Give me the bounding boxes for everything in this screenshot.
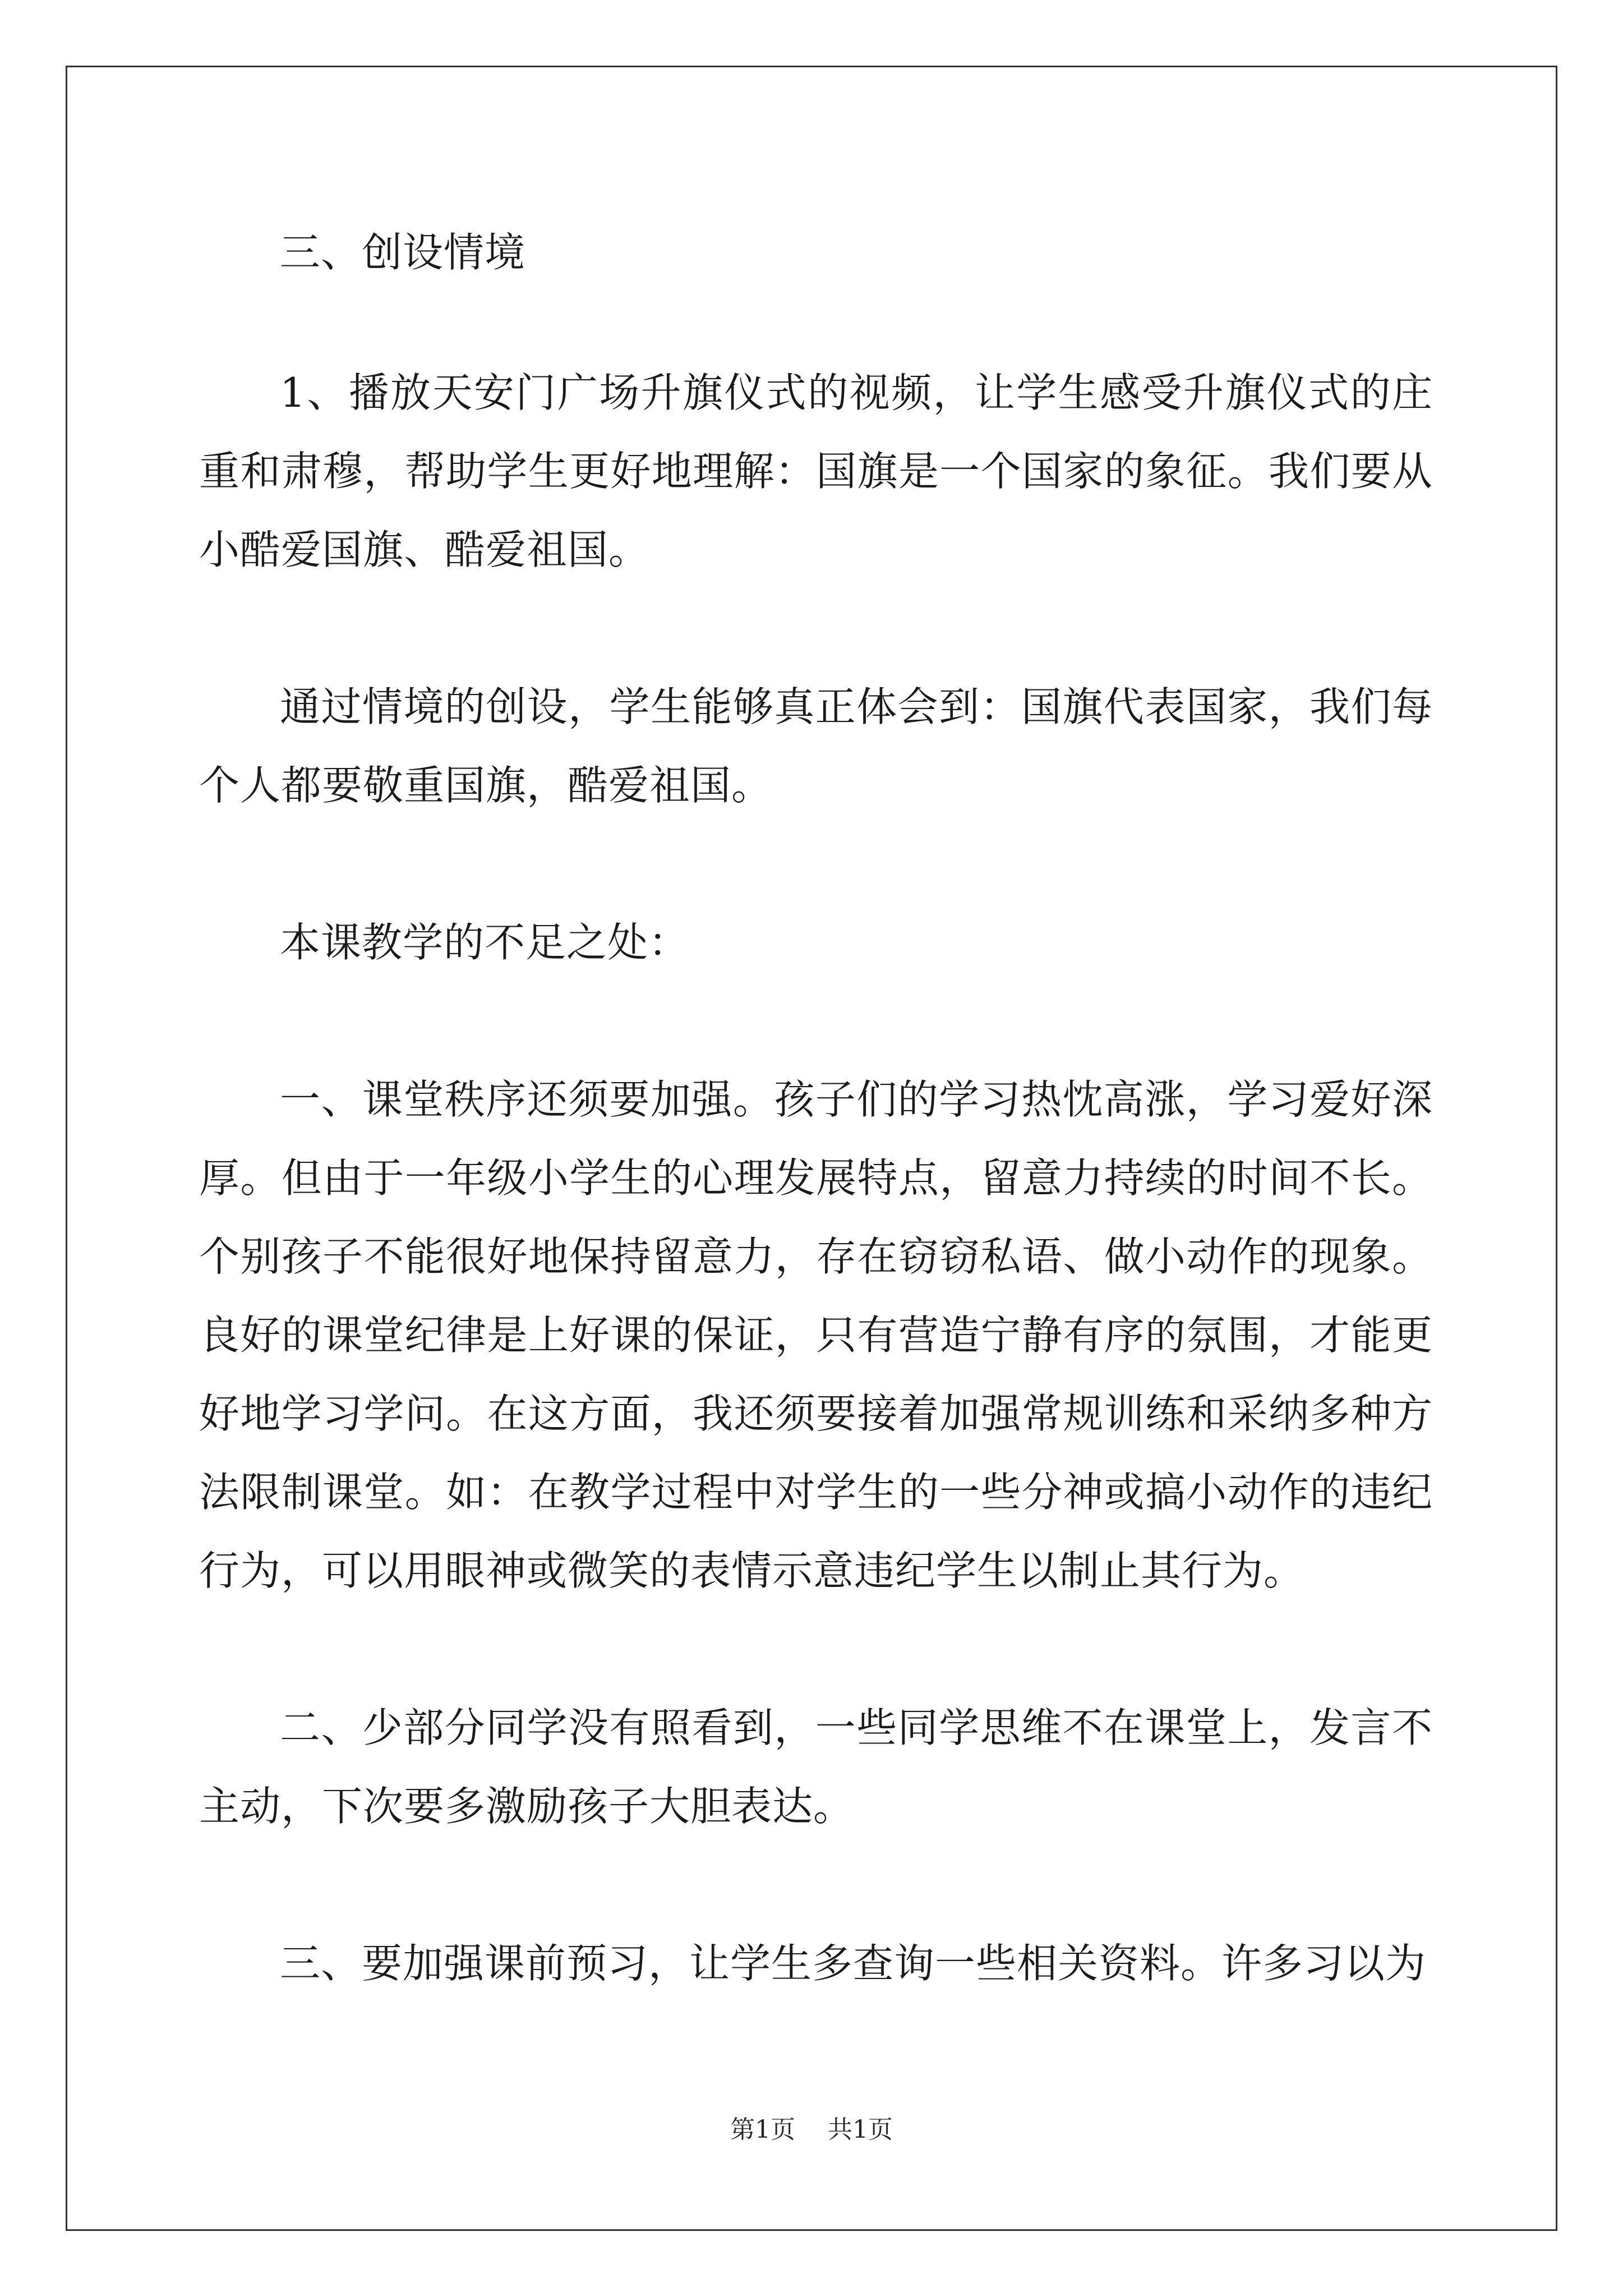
- section-heading: 三、创设情境: [280, 229, 526, 276]
- paragraph: 三、要加强课前预习，让学生多查询一些相关资料。许多习以为: [280, 1940, 1427, 1987]
- paragraph: 二、少部分同学没有照看到，一些同学思维不在课堂上，发言不主动，下次要多激励孩子大胆表达。: [199, 1704, 1433, 1830]
- paragraph: 1、播放天安门广场升旗仪式的视频，让学生感受升旗仪式的庄重和肃穆，帮助学生更好地理解：国旗是一个国家的象征。我们要从小酷爱国旗、酷爱祖国。: [199, 369, 1433, 573]
- page-number-total: 共1页: [828, 2115, 893, 2144]
- paragraph: 通过情境的创设，学生能够真正体会到：国旗代表国家，我们每个人都要敬重国旗，酷爱祖国。: [199, 683, 1433, 809]
- paragraph: 一、课堂秩序还须要加强。孩子们的学习热忱高涨，学习爱好深厚。但由于一年级小学生的心理发展特点，留意力持续的时间不长。个别孩子不能很好地保持留意力，存在窃窃私语、做小动作的现象。良好的课堂纪律是上好课的保证，只有营造宁静有序的氛围，才能更好地学习学问。在这方面，我还须要接着加强常规训练和采纳多种方法限制课堂。如：在教学过程中对学生的一些分神或搞小动作的违纪行为，可以用眼神或微笑的表情示意违纪学生以制止其行为。: [199, 1076, 1433, 1594]
- document-body: [199, 213, 1433, 2081]
- paragraph: 本课教学的不足之处：: [280, 919, 690, 966]
- page-footer: [0, 2113, 1623, 2147]
- page-number-current: 第1页: [730, 2115, 795, 2144]
